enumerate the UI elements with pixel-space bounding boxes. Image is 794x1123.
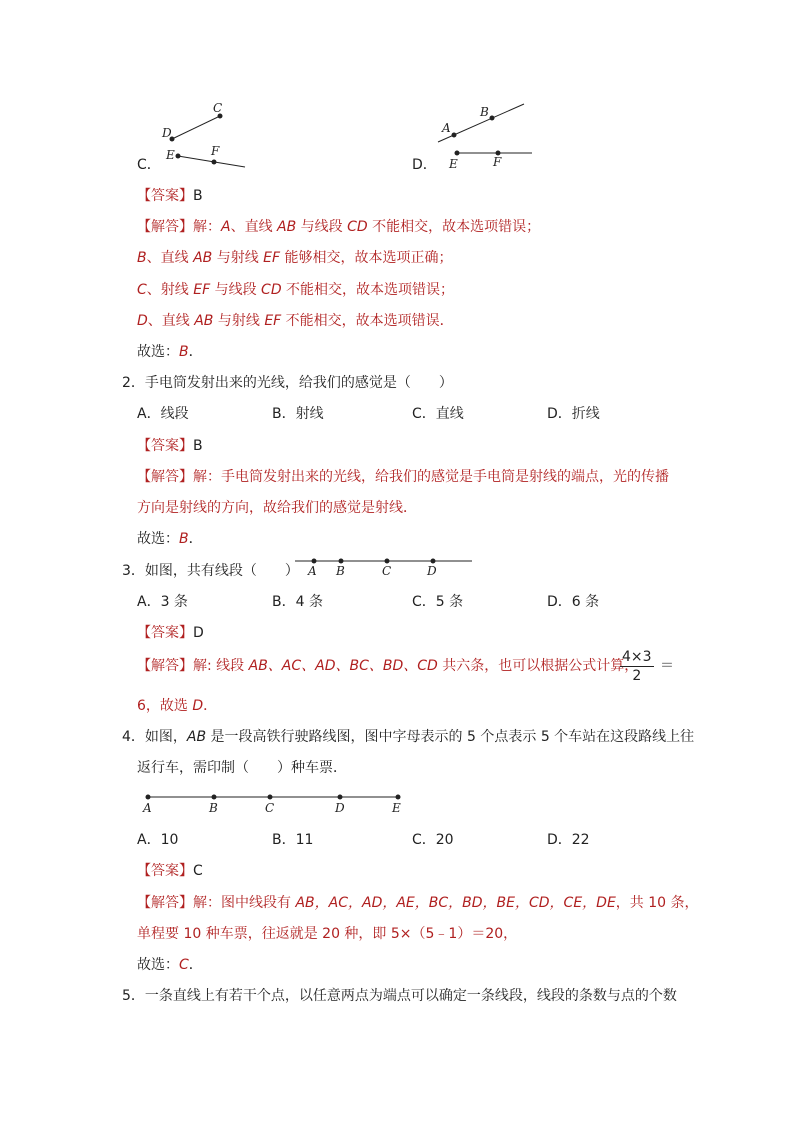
choose-label: 故选： <box>137 957 179 973</box>
explain-text: 解：手电筒发射出来的光线，给我们的感觉是手电筒是射线的端点，光的传播 <box>193 469 669 485</box>
point-label-a: A <box>442 121 451 135</box>
answer-tag: 【答案】 <box>137 188 193 204</box>
q5-stem: 5．一条直线上有若干个点，以任意两点为端点可以确定一条线段，线段的条数与点的个数 <box>122 988 677 1004</box>
explain-tag: 【解答】 <box>137 469 193 485</box>
explain-tag: 【解答】 <box>137 895 193 911</box>
explain-text: 、直线 <box>147 313 195 329</box>
explain-text: EF <box>264 313 282 329</box>
q4-answer <box>137 861 203 881</box>
explain-text: 与射线 <box>212 250 264 266</box>
point-label-a: A <box>143 801 152 815</box>
choose-label: 故选： <box>137 531 179 547</box>
q1-choose <box>137 342 203 362</box>
stem-text: 4．如图， <box>122 729 187 745</box>
fraction-numerator: 4×3 <box>622 649 652 665</box>
option-d-label: D． <box>412 157 437 173</box>
q3-stem: 3．如图，共有线段（ ） <box>122 563 299 579</box>
answer-tag: 【答案】 <box>137 863 193 879</box>
q4-option-b: B．11 <box>272 832 314 848</box>
point-label-c: C <box>213 101 223 115</box>
q4-figure <box>140 790 410 816</box>
q4-option-a: A．10 <box>137 832 179 848</box>
q3-explain-line-2 <box>137 696 217 716</box>
q4-stem-line-2: 返行车，需印制（ ）种车票． <box>137 760 347 776</box>
fraction-denominator: 2 <box>632 668 642 684</box>
q1-explain-line-3 <box>137 280 454 300</box>
answer-value: B <box>193 438 203 454</box>
answer-value: B <box>193 188 203 204</box>
choose-end: ． <box>188 957 203 973</box>
stem-text: AB <box>186 729 207 745</box>
explain-text: 、直线 <box>146 250 194 266</box>
q4-option-c: C．20 <box>412 832 454 848</box>
q2-option-c: C．直线 <box>412 406 464 422</box>
explain-text: ，共 10 条， <box>615 895 699 911</box>
explain-text: 6，故选 <box>137 698 193 714</box>
q4-choose <box>137 955 203 975</box>
explain-text: AB <box>277 219 297 235</box>
choose-end: ． <box>203 698 218 714</box>
choose-value: B <box>179 344 189 360</box>
point-label-b: B <box>336 564 345 578</box>
explain-text: CD <box>347 219 368 235</box>
explain-tag: 【解答】 <box>137 658 193 674</box>
point-label-e: E <box>166 148 175 162</box>
q1-explain-line-2 <box>137 248 453 268</box>
q4-explain-line-2 <box>137 924 517 944</box>
point-label-d: D <box>427 564 437 578</box>
explain-text: CD <box>261 282 282 298</box>
q4-option-d: D．22 <box>547 832 590 848</box>
choose-value: B <box>179 531 189 547</box>
choose-value: C <box>179 957 189 973</box>
explain-text: 、射线 <box>146 282 194 298</box>
point-label-a: A <box>308 564 317 578</box>
figure-option-c <box>150 96 260 176</box>
q2-option-a: A．线段 <box>137 406 189 422</box>
q1-answer <box>137 186 203 206</box>
option-c-label: C． <box>137 157 161 173</box>
explain-text: 不能相交，故本选项错误； <box>281 282 455 298</box>
explain-text: AB、AC、AD、BC、BD、CD <box>248 658 438 674</box>
explain-text: AB，AC，AD，AE，BC，BD，BE，CD，CE，DE <box>295 895 616 911</box>
point-label-f: F <box>493 155 502 169</box>
q2-answer <box>137 436 203 456</box>
explain-text: 单程要 10 种车票，往返就是 20 种，即 5×（5﹣1）＝20， <box>137 926 518 942</box>
explain-text: EF <box>263 250 281 266</box>
q3-equals: ＝ <box>660 658 674 674</box>
answer-tag: 【答案】 <box>137 438 193 454</box>
explain-text: C <box>137 282 147 298</box>
explain-text: 、直线 <box>230 219 278 235</box>
explain-text: 共六条，也可以根据公式计算， <box>437 658 639 674</box>
q2-option-d: D．折线 <box>547 406 600 422</box>
choose-end: ． <box>188 531 203 547</box>
explain-text: D <box>137 313 148 329</box>
q2-choose <box>137 529 203 549</box>
explain-text: AB <box>193 250 213 266</box>
q2-explain-line-1 <box>137 467 669 487</box>
explain-text: 能够相交，故本选项正确； <box>280 250 453 266</box>
q3-option-a: A．3 条 <box>137 594 188 610</box>
q2-explain-line-2 <box>137 498 417 518</box>
point-label-c: C <box>382 564 392 578</box>
stem-text: 是一段高铁行驶路线图，图中字母表示的 5 个点表示 5 个车站在这段路线上往 <box>206 729 695 745</box>
q3-option-b: B．4 条 <box>272 594 323 610</box>
point-label-e: E <box>392 801 401 815</box>
explain-text: B <box>137 250 147 266</box>
point-label-d: D <box>335 801 345 815</box>
explain-text: 方向是射线的方向，故给我们的感觉是射线． <box>137 500 417 516</box>
q3-option-c: C．5 条 <box>412 594 464 610</box>
q3-option-d: D．6 条 <box>547 594 600 610</box>
figure-option-d <box>430 98 540 178</box>
q1-explain-line-1 <box>137 217 540 237</box>
choose-end: ． <box>188 344 203 360</box>
point-label-d: D <box>162 126 172 140</box>
answer-tag: 【答案】 <box>137 625 193 641</box>
point-label-b: B <box>209 801 218 815</box>
explain-text: 解：图中线段有 <box>193 895 296 911</box>
choose-value: D <box>192 698 204 714</box>
q3-fraction <box>620 648 654 685</box>
q2-option-b: B．射线 <box>272 406 324 422</box>
q4-explain-line-1 <box>137 893 699 913</box>
q3-answer <box>137 623 204 643</box>
q3-explain-line-1 <box>137 656 638 676</box>
explain-tag: 【解答】 <box>137 219 193 235</box>
point-label-c: C <box>265 801 275 815</box>
explain-text: AB <box>194 313 214 329</box>
q4-stem-line-1 <box>122 727 694 747</box>
point-label-b: B <box>480 105 489 119</box>
explain-lead: 解： <box>193 219 221 235</box>
explain-text: EF <box>193 282 211 298</box>
q1-explain-line-4 <box>137 311 454 331</box>
q2-stem: 2．手电筒发射出来的光线，给我们的感觉是（ ） <box>122 375 453 391</box>
explain-text: 不能相交，故本选项错误． <box>281 313 454 329</box>
answer-value: C <box>193 863 203 879</box>
explain-text: 与线段 <box>210 282 262 298</box>
explain-text: 与线段 <box>296 219 348 235</box>
q3-figure <box>295 554 475 580</box>
choose-label: 故选： <box>137 344 179 360</box>
explain-text: 与射线 <box>213 313 265 329</box>
explain-text: 解: 线段 <box>193 658 249 674</box>
point-label-f: F <box>211 144 220 158</box>
answer-value: D <box>193 625 204 641</box>
explain-text: 不能相交，故本选项错误； <box>367 219 541 235</box>
explain-text: A <box>221 219 231 235</box>
point-label-e: E <box>449 157 458 171</box>
